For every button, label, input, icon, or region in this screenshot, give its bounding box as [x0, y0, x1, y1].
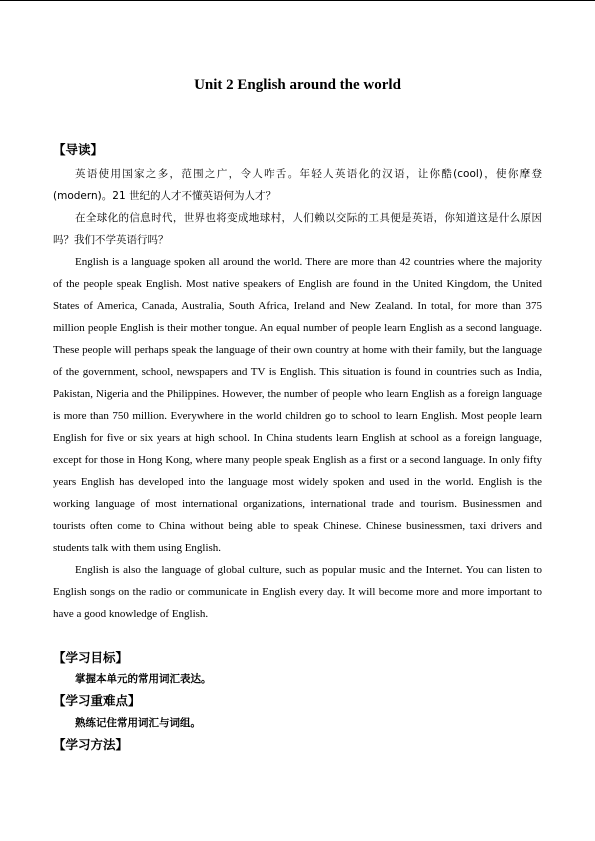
key-points-heading: 【学习重难点】: [53, 693, 141, 708]
intro-heading: 【导读】: [53, 142, 104, 157]
intro-paragraphs: [53, 163, 542, 251]
passage-paragraph-2: English is also the language of global culture, such as popular music and the Internet. You can listen to English songs on the radio or communicate in English every day. It will become more and more important to have a good knowledge of English.: [53, 564, 542, 620]
intro-paragraph-2: 在全球化的信息时代，世界也将变成地球村，人们赖以交际的工具便是英语，你知道这是什么原因吗？我们不学英语行吗？: [53, 212, 542, 246]
passage-paragraph-1: English is a language spoken all around the world. There are more than 42 countries where the majority of the people speak English. Most native speakers of English are found in the United Kingdom, the United States of America, Canada, Australia, South Africa, Ireland and New Zealand. In total, for more than 375 million people English is their mother tongue. An equal number of people learn English as a second language. These people will perhaps speak the language of their own country at home with their family, but the language of the government, school, newspapers and TV is English. This situation is found in countries such as India, Pakistan, Nigeria and the Philippines. However, the number of people who learn English as a foreign language is more than 750 million. Everywhere in the world children go to school to learn English. Most people learn English for five or six years at high school. In China students learn English at school as a foreign language, except for those in Hong Kong, where many people speak English as a first or a second language. In only fifty years English has developed into the language most widely spoken and used in the world. English is the working language of most international organizations, international trade and tourism. Businessmen and tourists often come to China without being able to speak Chinese. Chinese businessmen, taxi drivers and students talk with them using English.: [53, 256, 542, 554]
goals-heading: 【学习目标】: [53, 650, 129, 665]
key-points-item: 熟练记住常用词汇与词组。: [75, 717, 201, 729]
document-title: Unit 2 English around the world: [194, 77, 401, 93]
intro-paragraph-1: 英语使用国家之多，范围之广，令人咋舌。年轻人英语化的汉语，让你酷(cool)，使你摩登(modern)。21 世纪的人才不懂英语何为人才？: [53, 168, 542, 202]
goals-item: 掌握本单元的常用词汇表达。: [75, 673, 212, 685]
method-heading: 【学习方法】: [53, 737, 129, 752]
reading-passage: [53, 251, 542, 625]
top-rule: [0, 0, 595, 1]
